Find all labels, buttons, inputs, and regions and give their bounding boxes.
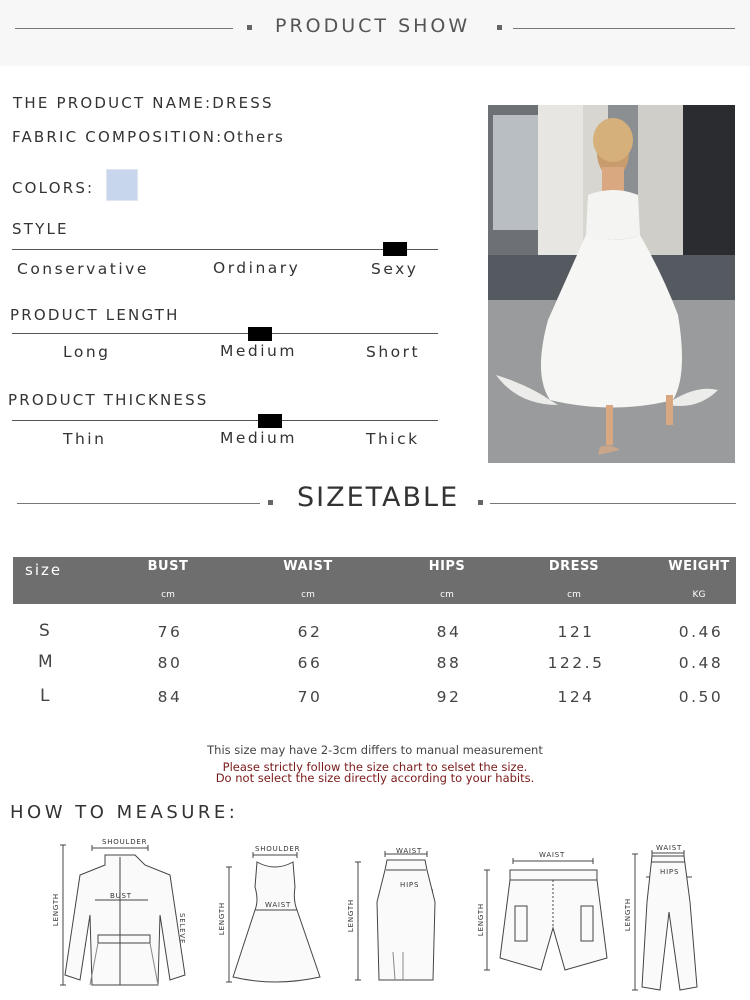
style-option-ordinary: Ordinary: [213, 259, 301, 277]
label-hips: HIPS: [400, 881, 420, 889]
thickness-title: PRODUCT THICKNESS: [8, 391, 209, 409]
col-unit-hips: cm: [440, 590, 454, 600]
note-measurement: This size may have 2-3cm differs to manual measurement: [207, 743, 543, 757]
sizetable-rule-left: [17, 503, 260, 504]
cell-bust: 84: [157, 688, 183, 706]
length-marker: [248, 327, 272, 341]
length-option-short: Short: [366, 343, 421, 361]
row-size: L: [40, 686, 50, 706]
col-header-waist: WAIST: [283, 559, 333, 574]
cell-hips: 88: [436, 654, 462, 672]
length-option-long: Long: [63, 343, 111, 361]
thickness-option-thin: Thin: [63, 430, 107, 448]
color-swatch[interactable]: [106, 169, 138, 201]
cell-dress: 122.5: [547, 654, 605, 672]
how-to-measure-title: HOW TO MEASURE:: [10, 802, 239, 823]
sizetable-title: SIZETABLE: [297, 482, 460, 513]
cell-bust: 80: [157, 654, 183, 672]
product-name: THE PRODUCT NAME:DRESS: [13, 94, 274, 112]
fabric-value: Others: [223, 128, 285, 146]
thickness-scale-line: [12, 420, 438, 421]
colors-label: COLORS:: [12, 179, 95, 197]
cell-waist: 70: [297, 688, 323, 706]
col-header-hips: HIPS: [428, 559, 466, 574]
header-rule-left: [15, 28, 233, 29]
cell-weight: 0.48: [678, 654, 724, 672]
fabric-label: FABRIC COMPOSITION:: [12, 128, 224, 146]
shorts-diagram: [475, 848, 615, 973]
cell-dress: 124: [557, 688, 595, 706]
col-unit-bust: cm: [161, 590, 175, 600]
length-title: PRODUCT LENGTH: [10, 306, 180, 324]
length-scale-line: [12, 333, 438, 334]
style-marker: [383, 242, 407, 256]
col-unit-dress: cm: [567, 590, 581, 600]
label-waist: WAIST: [396, 847, 423, 855]
thickness-option-medium: Medium: [220, 429, 297, 447]
sizetable-square-left: [268, 500, 273, 505]
label-waist: WAIST: [539, 851, 566, 859]
label-sleeve: SELEVE: [178, 913, 186, 945]
sizetable-square-right: [478, 500, 483, 505]
cell-hips: 92: [436, 688, 462, 706]
pants-diagram: [622, 842, 712, 992]
sizetable-rule-right: [490, 503, 736, 504]
jacket-diagram: [50, 835, 200, 995]
label-length: LENGTH: [347, 899, 355, 933]
cell-bust: 76: [157, 623, 183, 641]
label-waist: WAIST: [656, 844, 683, 852]
label-shoulder: SHOULDER: [255, 845, 301, 853]
label-waist: WAIST: [265, 901, 292, 909]
label-length: LENGTH: [477, 903, 485, 937]
col-unit-waist: cm: [301, 590, 315, 600]
dress-diagram: [215, 842, 330, 987]
skirt-diagram: [345, 842, 445, 987]
header-square-right: [497, 25, 502, 30]
length-option-medium: Medium: [220, 342, 297, 360]
product-photo: [488, 105, 735, 463]
style-title: STYLE: [12, 220, 69, 238]
cell-hips: 84: [436, 623, 462, 641]
style-scale-line: [12, 249, 438, 250]
col-unit-weight: KG: [692, 590, 706, 600]
label-length: LENGTH: [52, 893, 60, 927]
label-length: LENGTH: [218, 902, 226, 936]
row-size: S: [39, 621, 50, 641]
col-header-weight: WEIGHT: [668, 559, 730, 574]
fabric-composition: [12, 128, 285, 146]
label-length: LENGTH: [624, 898, 632, 932]
row-size: M: [38, 652, 53, 672]
col-header-dress: DRESS: [548, 559, 600, 574]
thickness-marker: [258, 414, 282, 428]
note-habits: Do not select the size directly according to your habits.: [215, 771, 535, 785]
label-hips: HIPS: [660, 868, 680, 876]
cell-waist: 66: [297, 654, 323, 672]
cell-waist: 62: [297, 623, 323, 641]
header-square-left: [247, 25, 252, 30]
note-follow-chart: Please strictly follow the size chart to selset the size.: [222, 760, 528, 774]
thickness-option-thick: Thick: [366, 430, 420, 448]
cell-dress: 121: [557, 623, 595, 641]
col-header-size: size: [25, 561, 63, 579]
header-rule-right: [513, 28, 735, 29]
cell-weight: 0.50: [678, 688, 724, 706]
cell-weight: 0.46: [678, 623, 724, 641]
page-title: PRODUCT SHOW: [275, 15, 471, 37]
label-bust: BUST: [110, 892, 132, 900]
label-shoulder: SHOULDER: [102, 838, 148, 846]
style-option-sexy: Sexy: [371, 260, 419, 278]
col-header-bust: BUST: [147, 559, 189, 574]
style-option-conservative: Conservative: [17, 260, 149, 278]
